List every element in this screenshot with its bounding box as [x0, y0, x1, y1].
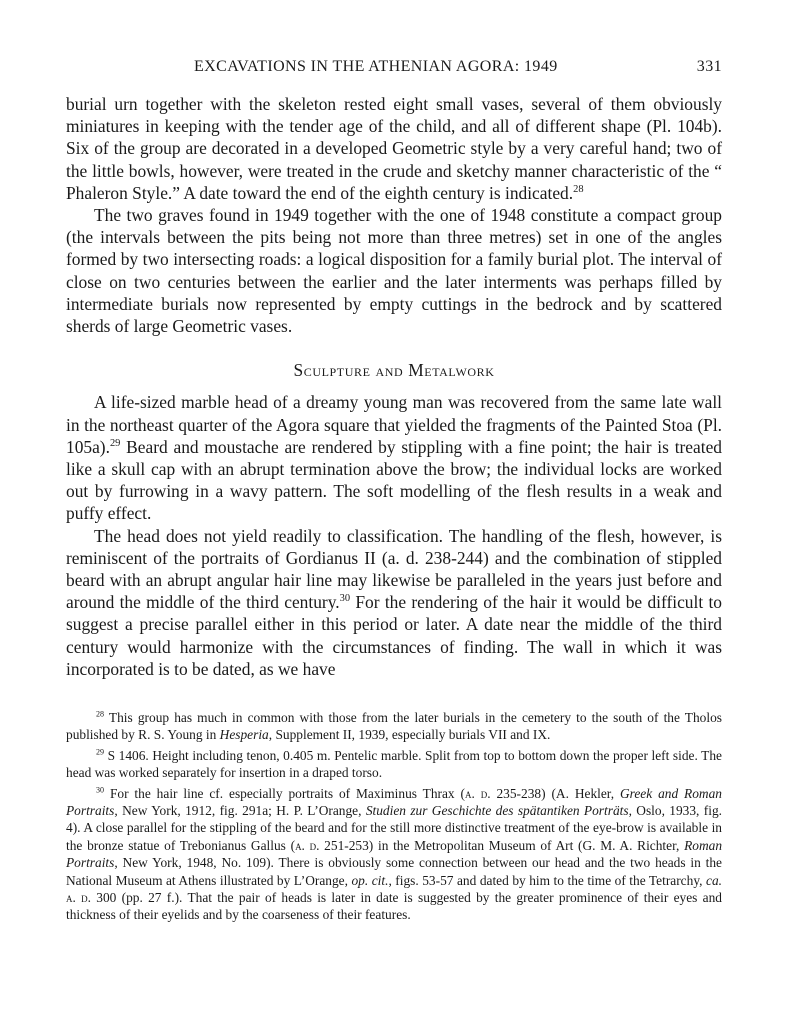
running-header: [66, 58, 722, 82]
footnote-ref-28[interactable]: 28: [573, 184, 584, 196]
body-text: [66, 93, 722, 680]
footnote-number: 30: [96, 785, 105, 795]
footnote-30: $^{30}$ For the hair line cf. especially portraits of Maximinus Thrax (a. d. 235-238) (A. Hekler, Greek and Roman Portraits, New York, 1912, fig. 291a; H. P. L’Orange, Studien zur Geschichte des spätantiken Porträts, Oslo, 1933, fig. 4). A close parallel for the stippling of the beard and for the still more distinctive treatment of the eye-brow is available in the bronze statue of Trebonianus Gallus (a. d. 251-253) in the Metropolitan Museum of Art (G. M. A. Richter, Roman Portraits, New York, 1948, No. 109). There is obviously some connection between our head and the two heads in the National Museum at Athens illustrated by L’Orange, op. cit., figs. 53-57 and dated by him to the time of the Tetrarchy, ca. a. d. 300 (pp. 27 f.). That the pair of heads is later in date is suggested by the greater prominence of their eyes and thickness of their eyelids and by the coarseness of their features.: [66, 785, 723, 923]
footnote-28: $^{28}$ This group has much in common with those from the later burials in the cemetery to the south of the Tholos published by R. S. Young in Hesperia, Supplement II, 1939, especially burials VII and IX.: [66, 709, 723, 743]
footnotes: [66, 709, 722, 927]
section-heading: Sculpture and Metalwork: [293, 360, 495, 381]
paragraph: The head does not yield readily to classification. The handling of the flesh, however, is reminiscent of the portraits of Gordianus II (a. d. 238-244) and the combination of stippled beard with an abrupt angular hair line may likewise be paralleled in the years just before and around the middle of the third century.$^{30}$ For the rendering of the hair it would be difficult to suggest a precise parallel either in this period or later. A date near the middle of the third century would harmonize with the circumstances of finding. The wall in which it was incorporated is to be dated, as we have: [66, 525, 722, 679]
footnote-ref-29[interactable]: 29: [109, 438, 121, 450]
paragraph: A life-sized marble head of a dreamy young man was recovered from the same late wall in the northeast quarter of the Agora square that yielded the fragments of the Painted Stoa (Pl. 105a).$^{29}$ Beard and moustache are rendered by stippling with a fine point; the hair is treated like a skull cap with an abrupt termination above the brow; the individual locks are worked out by furrowing in a wavy pattern. The soft modelling of the flesh results in a weak and puffy effect.: [66, 392, 722, 524]
footnote-number: 28: [96, 709, 105, 719]
paragraph-continued: burial urn together with the skeleton rested eight small vases, several of them obviously miniatures in keeping with the tender age of the child, and all of different shape (Pl. 104b). Six of the group are decorated in a developed Geometric style by a very careful hand; two of the little bowls, however, were treated in the crude and sketchy manner characteristic of the “ Phaleron Style.” A date toward the end of the eighth century is indicated.$^{28}$: [66, 94, 722, 203]
footnote-number: 29: [96, 747, 105, 757]
footnote-ref-30[interactable]: 30: [339, 593, 351, 605]
running-title: EXCAVATIONS IN THE ATHENIAN AGORA: 1949: [194, 58, 558, 75]
page-number: 331: [696, 58, 722, 75]
paragraph: The two graves found in 1949 together with the one of 1948 constitute a compact group (the intervals between the pits being not more than three metres) set in one of the angles formed by two intersecting roads: a logical disposition for a family burial plot. The interval of close on two centuries between the earlier and the later interments was perhaps filled by intermediate burials now represented by empty cuttings in the bedrock and by scattered sherds of large Geometric vases.: [66, 205, 722, 337]
footnote-29: $^{29}$ S 1406. Height including tenon, 0.405 m. Pentelic marble. Split from top to bottom down the proper left side. The head was worked separately for insertion in a draped torso.: [66, 747, 722, 781]
